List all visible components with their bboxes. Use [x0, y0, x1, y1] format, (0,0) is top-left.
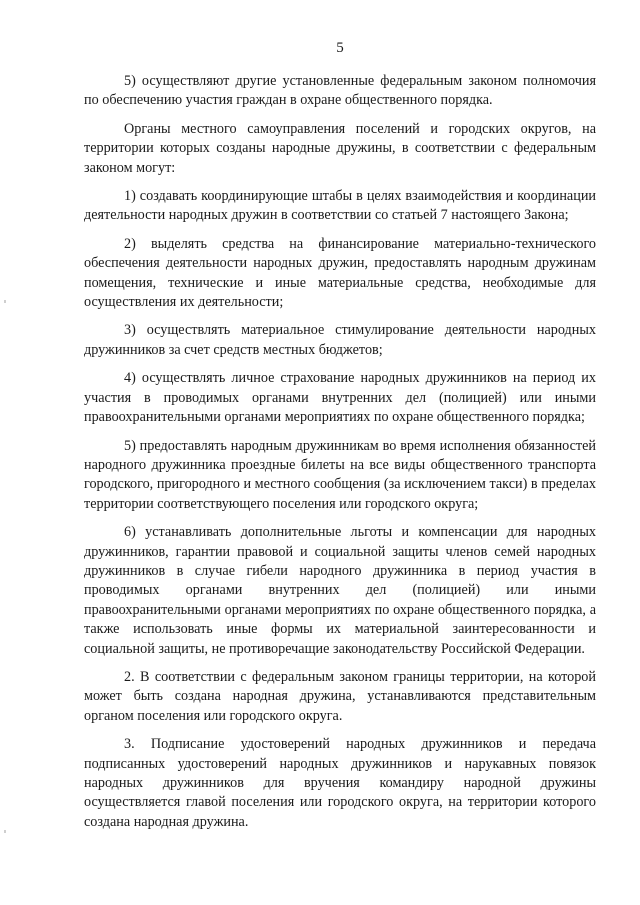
- paragraph-item-3-incentives: 3) осуществлять материальное стимулирование деятельности народных дружинников за счет средств местных бюджетов;: [84, 322, 596, 358]
- page-number: 5: [336, 40, 344, 56]
- paragraph-section-3-certificates: 3. Подписание удостоверений народных дружинников и передача подписанных удостоверений народных дружинников и нарукавных повязок народных дружинников для вручения командиру народной дружины осуществляется главой поселения или городского округа, на территории которого создана народная дружина.: [84, 736, 596, 830]
- scan-edge-mark: [4, 300, 6, 303]
- paragraph-item-5-transport: 5) предоставлять народным дружинникам во время исполнения обязанностей народного дружинника проездные билеты на все виды общественного транспорта городского, пригородного и местного сообщения (за исключением такси) в пределах территории соответствующего поселения или городского округа;: [84, 437, 596, 512]
- paragraph-item-5-powers: 5) осуществляют другие установленные федеральным законом полномочия по обеспечению участия граждан в охране общественного порядка.: [84, 73, 596, 109]
- paragraph-item-2-funding: 2) выделять средства на финансирование материально-технического обеспечения деятельности народных дружин, предоставлять народным дружинам помещения, технические и иные материальные средства, необходимые для осуществления их деятельности;: [84, 235, 596, 311]
- document-body: [84, 72, 596, 841]
- paragraph-local-authorities-intro: Органы местного самоуправления поселений и городских округов, на территории которых созданы народные дружины, в соответствии с федеральным законом могут:: [84, 120, 596, 176]
- scan-edge-mark: [4, 830, 6, 833]
- paragraph-item-4-insurance: 4) осуществлять личное страхование народных дружинников на период их участия в проводимых органами внутренних дел (полицией) или иными правоохранительными органами мероприятиях по охране общественного порядка;: [84, 370, 596, 426]
- paragraph-section-2-territory: 2. В соответствии с федеральным законом границы территории, на которой может быть создана народная дружина, устанавливаются представительным органом поселения или городского округа.: [84, 668, 596, 724]
- paragraph-item-6-benefits: 6) устанавливать дополнительные льготы и компенсации для народных дружинников, гарантии правовой и социальной защиты членов семей народных дружинников в случае гибели народного дружинника в период участия в проводимых органами внутренних дел (полицией) или иными правоохранительными органами мероприятиях по охране общественного порядка, а также использовать иные формы их материальной заинтересованности и социальной защиты, не противоречащие законодательству Российской Федерации.: [84, 524, 596, 657]
- paragraph-item-1-headquarters: 1) создавать координирующие штабы в целях взаимодействия и координации деятельности народных дружин в соответствии со статьей 7 настоящего Закона;: [84, 188, 596, 224]
